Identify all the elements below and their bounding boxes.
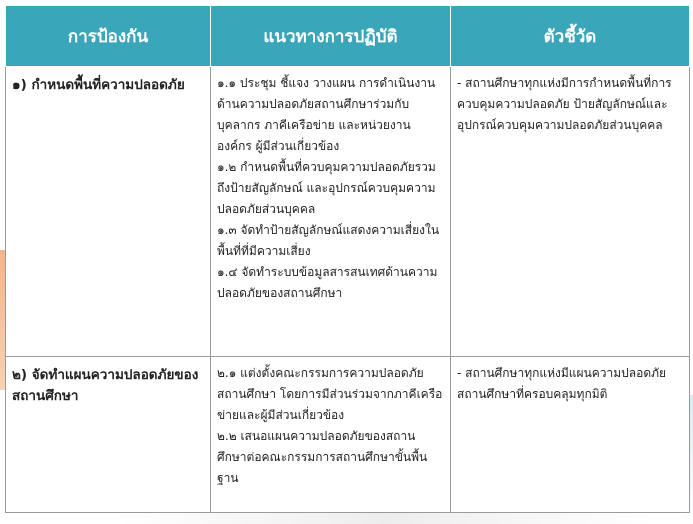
practice-item: ๒.๒ เสนอแผนความปลอดภัยของสถานศึกษาต่อคณะกรรมการสถานศึกษาขั้นพื้นฐาน: [217, 429, 428, 485]
header-indicator: ตัวชี้วัด: [451, 6, 690, 67]
practice-item: ๒.๑ แต่งตั้งคณะกรรมการความปลอดภัยสถานศึกษา โดยการมีส่วนร่วมจากภาคีเครือข่ายและผู้มีส่วนเกี่ยวข้อง: [217, 366, 443, 422]
practice-item: ๑.๔ จัดทำระบบข้อมูลสารสนเทศด้านความปลอดภัยของสถานศึกษา: [217, 265, 438, 300]
table-row: [6, 357, 690, 513]
row-topic: ๒) จัดทำแผนความปลอดภัยของสถานศึกษา: [6, 357, 211, 513]
practice-item: ๑.๑ ประชุม ชี้แจง วางแผน การดำเนินงานด้านความปลอดภัยสถานศึกษาร่วมกับบุคลากร ภาคีเครือข่าย และหน่วยงานองค์กร ผู้มีส่วนเกี่ยวข้อง: [217, 76, 436, 153]
table-container: [5, 5, 689, 513]
row-practices: [211, 357, 451, 513]
table-row: [6, 67, 690, 357]
row-indicator: - สถานศึกษาทุกแห่งมีการกำหนดพื้นที่การควบคุมความปลอดภัย ป้ายสัญลักษณ์และอุปกรณ์ควบคุมความปลอดภัยส่วนบุคคล: [451, 67, 690, 357]
row-topic: ๑) กำหนดพื้นที่ความปลอดภัย: [6, 67, 211, 357]
safety-guidelines-table: [5, 5, 690, 513]
row-indicator: - สถานศึกษาทุกแห่งมีแผนความปลอดภัยสถานศึกษาที่ครอบคลุมทุกมิติ: [451, 357, 690, 513]
practice-item: ๑.๓ จัดทำป้ายสัญลักษณ์แสดงความเสี่ยงในพื้นที่ที่มีความเสี่ยง: [217, 223, 440, 258]
practice-item: ๑.๒ กำหนดพื้นที่ควบคุมความปลอดภัยรวมถึงป้ายสัญลักษณ์ และอุปกรณ์ควบคุมความปลอดภัยส่วนบุคคล: [217, 160, 436, 216]
table-header-row: [6, 6, 690, 67]
row-practices: [211, 67, 451, 357]
header-practice-guideline: แนวทางการปฏิบัติ: [211, 6, 451, 67]
header-prevention: การป้องกัน: [6, 6, 211, 67]
